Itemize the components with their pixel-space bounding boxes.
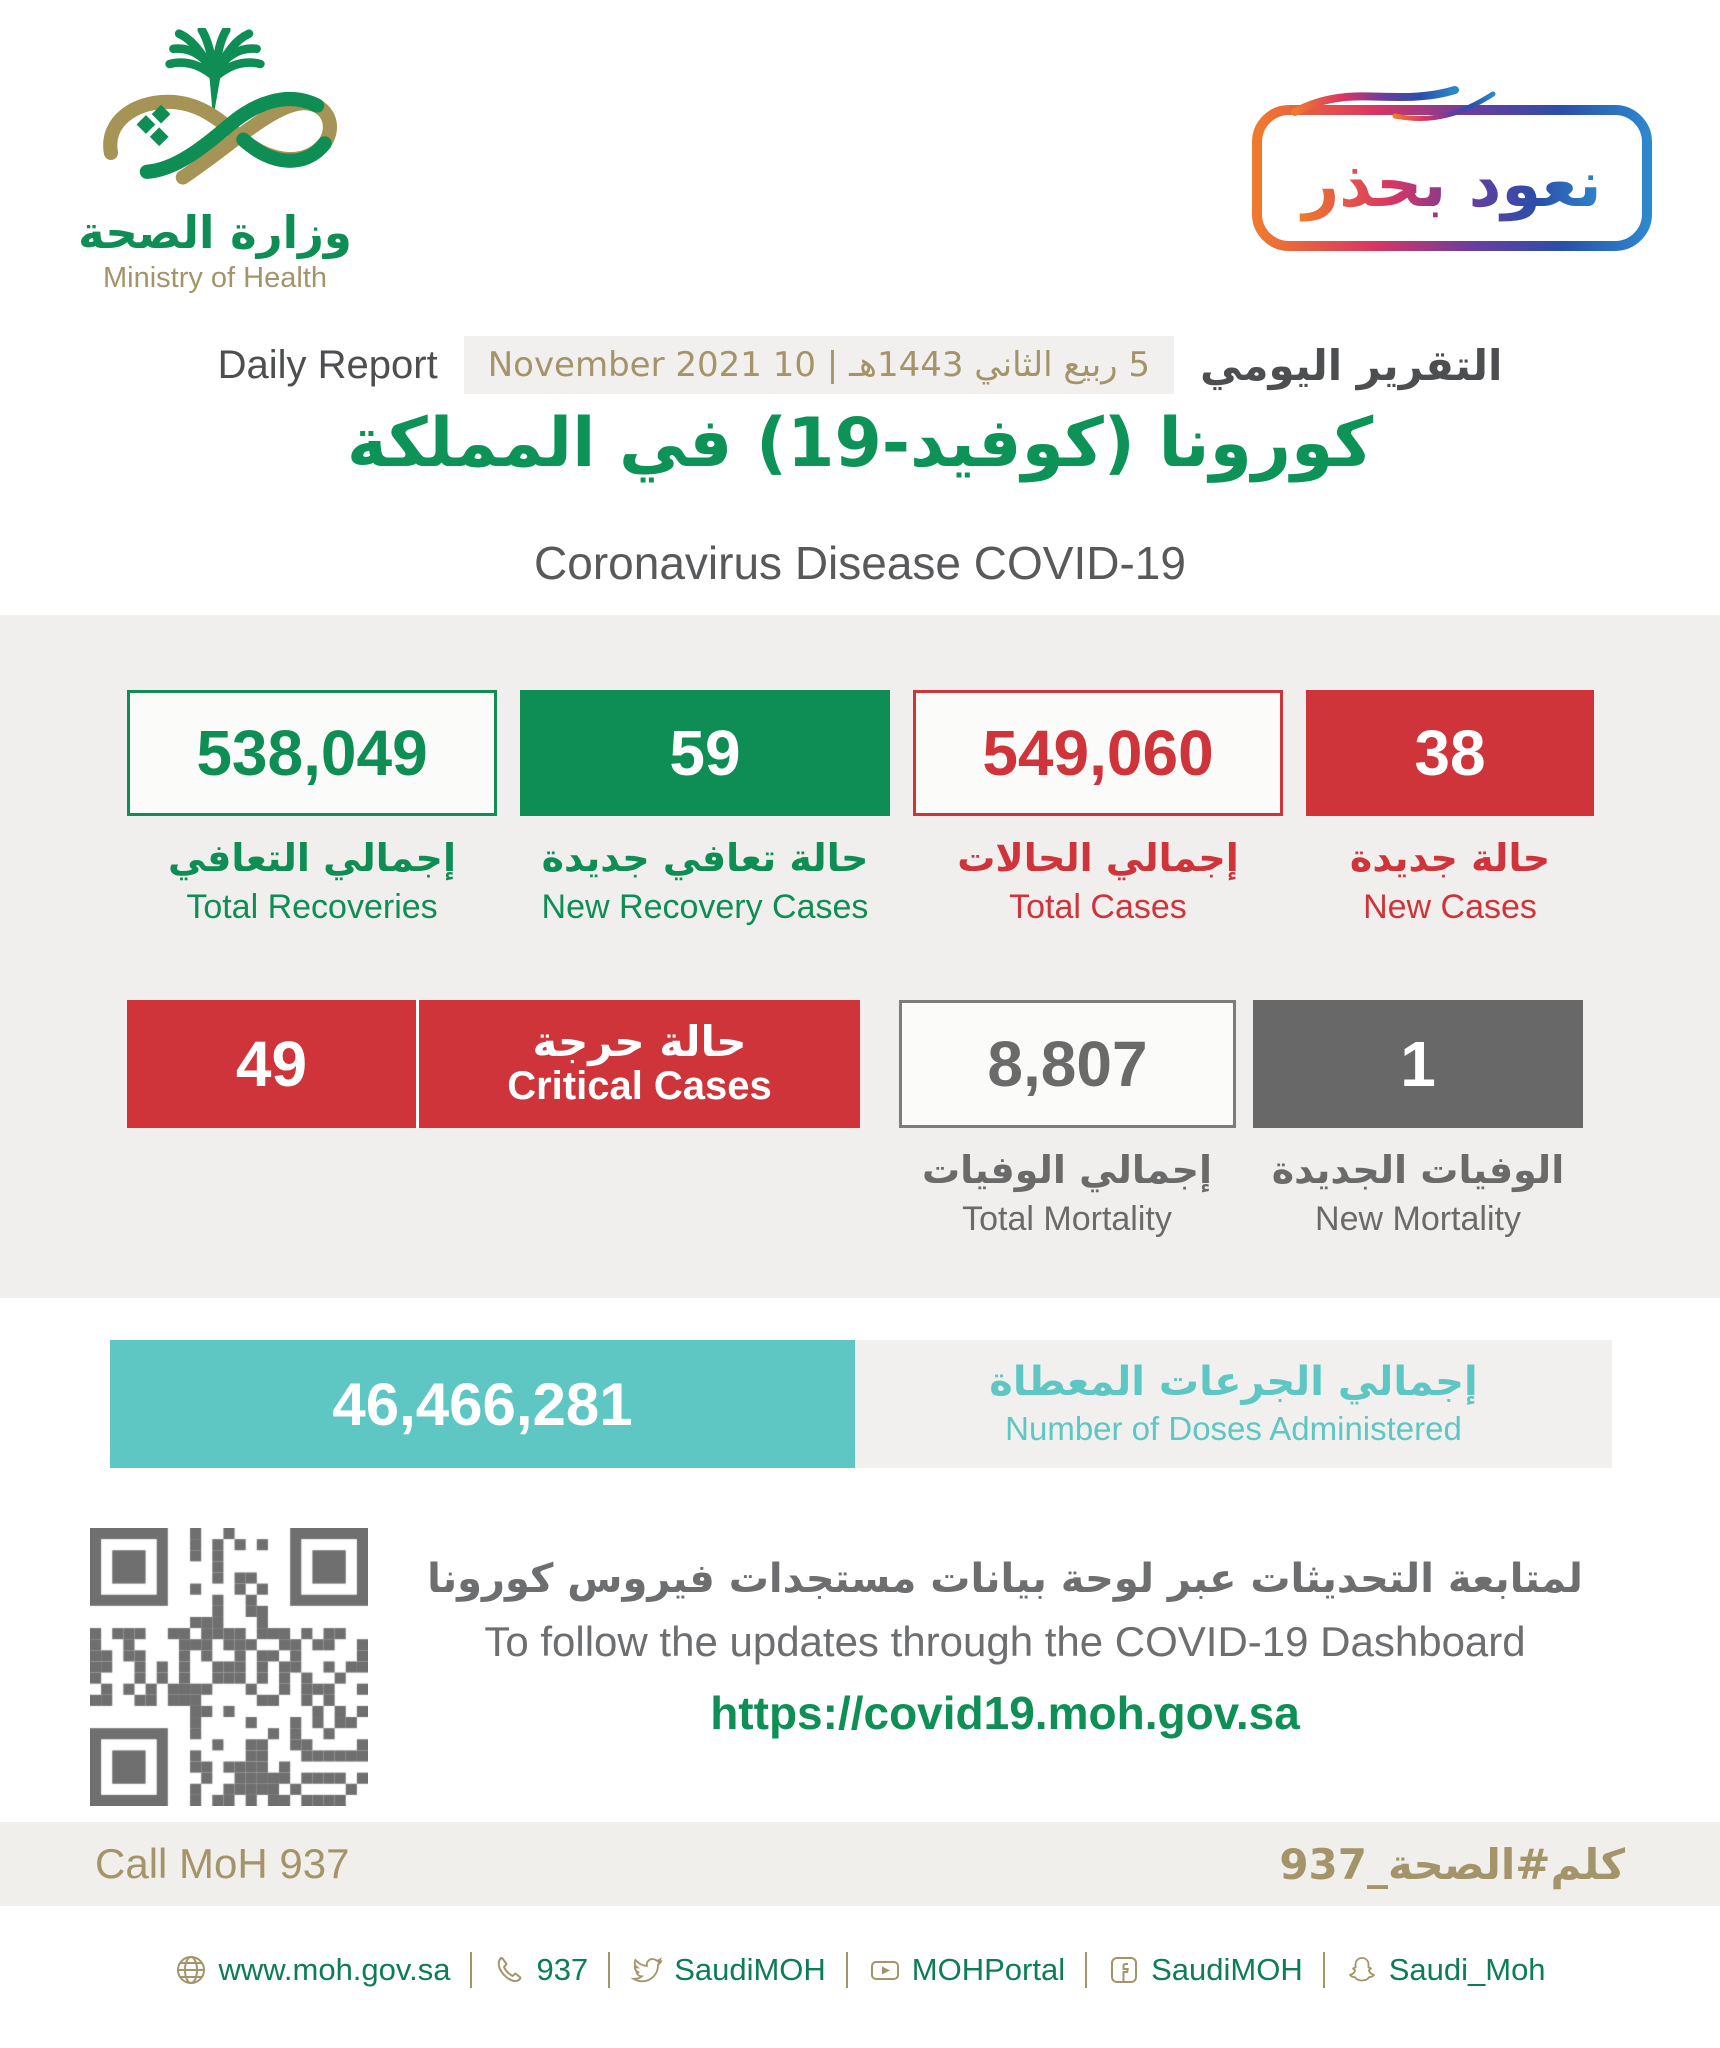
- dashboard-url-link[interactable]: https://covid19.moh.gov.sa: [710, 1687, 1300, 1739]
- footer-separator: [1323, 1952, 1325, 1988]
- total-recoveries-value: 538,049: [127, 690, 497, 816]
- footer-separator: [1085, 1952, 1087, 1988]
- footer-item-phone[interactable]: 937: [492, 1952, 588, 1988]
- footer-social-row: [0, 1952, 1720, 1988]
- logo-arabic-name: وزارة الصحة: [78, 206, 352, 259]
- report-header-row: [0, 336, 1720, 394]
- new-recovery-cases-value: 59: [520, 690, 890, 816]
- call-moh-english: Call MoH 937: [95, 1840, 350, 1887]
- page-title-arabic: كورونا (كوفيد-19) في المملكة: [346, 404, 1374, 483]
- call-moh-hashtag-arabic: كلم#الصحة_937: [1279, 1839, 1625, 1889]
- logo-english-name: Ministry of Health: [102, 261, 327, 294]
- page-title-english: Coronavirus Disease COVID-19: [534, 537, 1186, 589]
- total-recoveries-label: إجمالي التعافي Total Recoveries: [168, 836, 456, 926]
- footer-item-facebook[interactable]: SaudiMOH: [1107, 1952, 1303, 1988]
- footer-item-youtube[interactable]: MOHPortal: [868, 1952, 1065, 1988]
- new-mortality-value: 1: [1253, 1000, 1583, 1128]
- critical-cases-label: حالة حرجة Critical Cases: [419, 1000, 860, 1128]
- facebook-icon: [1107, 1953, 1141, 1987]
- footer-separator: [470, 1952, 472, 1988]
- footer-separator: [608, 1952, 610, 1988]
- twitter-icon: [630, 1953, 664, 1987]
- footer-item-website[interactable]: www.moh.gov.sa: [174, 1952, 450, 1988]
- total-cases-value: 549,060: [913, 690, 1283, 816]
- new-cases-value: 38: [1306, 690, 1594, 816]
- footer-item-twitter[interactable]: SaudiMOH: [630, 1952, 826, 1988]
- total-cases-label: إجمالي الحالات Total Cases: [957, 836, 1239, 926]
- doses-administered-label: إجمالي الجرعات المعطاة Number of Doses Administered: [855, 1340, 1612, 1468]
- new-recovery-cases-label: حالة تعافي جديدة New Recovery Cases: [541, 836, 869, 926]
- daily-report-label: Daily Report: [217, 342, 438, 387]
- total-mortality-label: إجمالي الوفيات Total Mortality: [921, 1148, 1213, 1238]
- dashboard-text-arabic: لمتابعة التحديثات عبر لوحة بيانات مستجدات فيروس كورونا: [427, 1556, 1583, 1602]
- dashboard-qr-code: [90, 1528, 368, 1806]
- total-mortality-value: 8,807: [899, 1000, 1236, 1128]
- return-with-caution-badge: [1245, 78, 1660, 263]
- footer-separator: [846, 1952, 848, 1988]
- phone-icon: [492, 1953, 526, 1987]
- dashboard-info: [360, 1556, 1650, 1740]
- footer-item-snapchat[interactable]: Saudi_Moh: [1345, 1952, 1546, 1988]
- youtube-icon: [868, 1953, 902, 1987]
- globe-icon: [174, 1953, 208, 1987]
- report-date: 5 ربيع الثاني 1443هـ | 10 November 2021: [464, 336, 1174, 394]
- dashboard-text-english: To follow the updates through the COVID-19 Dashboard: [484, 1618, 1526, 1665]
- badge-icon: [1245, 78, 1660, 258]
- new-mortality-label: الوفيات الجديدة New Mortality: [1271, 1148, 1565, 1238]
- moh-logo: [70, 28, 360, 295]
- badge-text: نعود بحذر: [1302, 148, 1602, 222]
- daily-report-label-arabic: التقرير اليومي: [1200, 340, 1503, 390]
- snapchat-icon: [1345, 1953, 1379, 1987]
- critical-cases-value: 49: [127, 1000, 416, 1128]
- doses-administered-value: 46,466,281: [110, 1340, 855, 1468]
- moh-logo-icon: [90, 28, 340, 203]
- new-cases-label: حالة جديدة New Cases: [1349, 836, 1551, 926]
